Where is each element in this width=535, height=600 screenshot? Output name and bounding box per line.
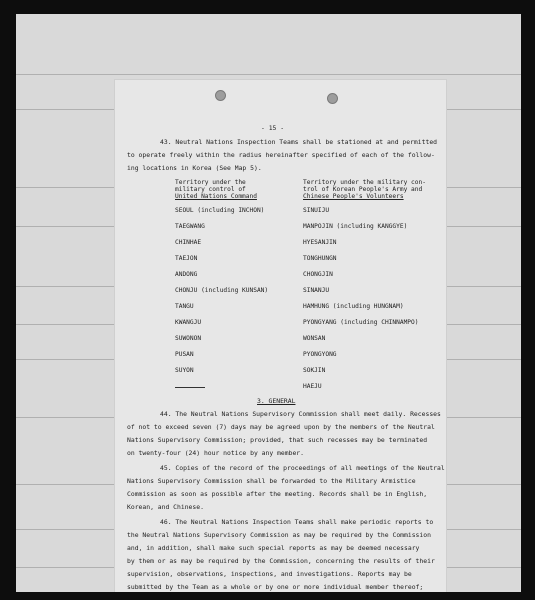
right-column-header-3: Chinese People's Volunteers — [303, 193, 404, 200]
right-location: WONSAN — [303, 335, 326, 342]
punch-hole-right — [327, 93, 338, 104]
para-45-line-2: Nations Supervisory Commission shall be forwarded to the Military Armistice — [127, 477, 416, 485]
left-location: KWANGJU — [175, 319, 202, 326]
document-page — [115, 80, 446, 592]
left-column-header-3: United Nations Command — [175, 193, 257, 200]
right-location: CHONGJIN — [303, 271, 333, 278]
para-45-line-1: 45. Copies of the record of the proceedings of all meetings of the Neutral — [160, 464, 445, 472]
page-number: - 15 - — [261, 124, 285, 132]
para-44-line-4: on twenty-four (24) hour notice by any member. — [127, 449, 304, 457]
right-location: HAEJU — [303, 383, 322, 390]
para-44-line-1: 44. The Neutral Nations Supervisory Commission shall meet daily. Recesses — [160, 410, 441, 418]
para-45-line-4: Korean, and Chinese. — [127, 503, 204, 511]
left-location: TANGU — [175, 303, 194, 310]
left-column-end-rule — [175, 387, 205, 388]
left-column-header-2: military control of — [175, 186, 246, 193]
right-column-header-1: Territory under the military con- — [303, 179, 426, 186]
para-44-line-3: Nations Supervisory Commission; provided, that such recesses may be terminated — [127, 436, 428, 444]
right-location: TONGHUNGN — [303, 255, 337, 262]
left-location: SUWONON — [175, 335, 202, 342]
right-column-header-2: trol of Korean People's Army and — [303, 186, 423, 193]
para-46-line-2: the Neutral Nations Supervisory Commission as may be required by the Commission — [127, 531, 431, 539]
right-location: HYESANJIN — [303, 239, 337, 246]
left-location: ANDONG — [175, 271, 198, 278]
left-location: SUYON — [175, 367, 194, 374]
right-location: SINUIJU — [303, 207, 330, 214]
para-43-line-1: 43. Neutral Nations Inspection Teams shall be stationed at and permitted — [160, 138, 438, 146]
left-location: TAEGWANG — [175, 223, 205, 230]
left-location: SEOUL (including INCHON) — [175, 207, 265, 214]
para-43-line-3: ing locations in Korea (See Map 5). — [127, 164, 262, 172]
para-46-line-6: submitted by the Team as a whole or by one or more individual member thereof; — [127, 583, 424, 591]
left-location: CHONJU (including KUNSAN) — [175, 287, 269, 294]
right-location: PYONGYONG — [303, 351, 337, 358]
para-46-line-4: by them or as may be required by the Commission, concerning the results of their — [127, 557, 435, 565]
left-column-header-1: Territory under the — [175, 179, 246, 186]
punch-hole-left — [215, 90, 226, 101]
right-location: SINANJU — [303, 287, 330, 294]
right-location: SOKJIN — [303, 367, 326, 374]
para-45-line-3: Commission as soon as possible after the meeting. Records shall be in English, — [127, 490, 428, 498]
right-location: PYONGYANG (including CHINNAMPO) — [303, 319, 419, 326]
left-location: TAEJON — [175, 255, 198, 262]
para-46-line-3: and, in addition, shall make such special reports as may be deemed necessary — [127, 544, 420, 552]
left-location: CHINHAE — [175, 239, 202, 246]
right-location: HAMHUNG (including HUNGNAM) — [303, 303, 404, 310]
left-location: PUSAN — [175, 351, 194, 358]
para-46-line-5: supervision, observations, inspections, and investigations. Reports may be — [127, 570, 412, 578]
right-location: MANPOJIN (including KANGGYE) — [303, 223, 408, 230]
microfilm-frame — [16, 14, 521, 592]
para-46-line-1: 46. The Neutral Nations Inspection Teams shall make periodic reports to — [160, 518, 434, 526]
section-title: 3. GENERAL — [257, 397, 296, 405]
para-43-line-2: to operate freely within the radius hereinafter specified of each of the follow- — [127, 151, 435, 159]
para-44-line-2: of not to exceed seven (7) days may be agreed upon by the members of the Neutral — [127, 423, 435, 431]
